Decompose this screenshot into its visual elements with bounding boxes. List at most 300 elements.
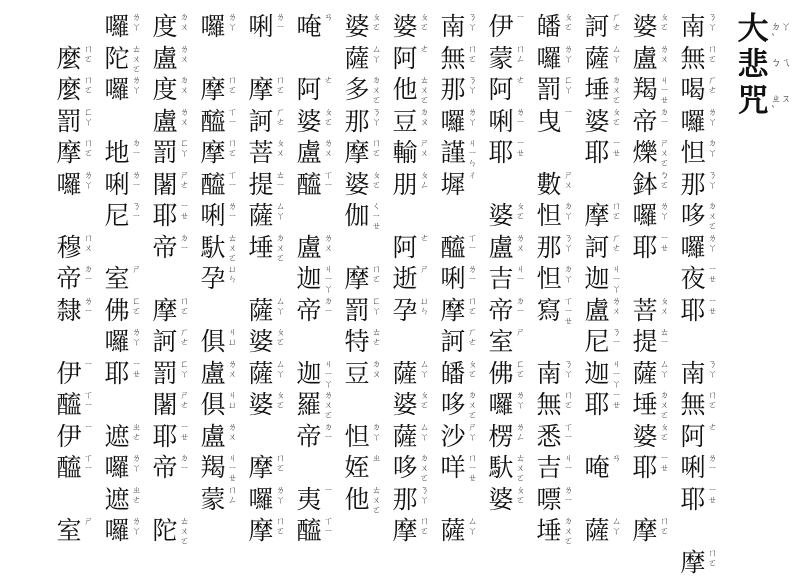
char-cell xyxy=(438,42,482,76)
bopomofo-annotation: ㄐㄩ xyxy=(228,391,238,411)
bopomofo-annotation: ㄇㄥ xyxy=(228,485,238,506)
bopomofo-annotation: ㄌㄧ xyxy=(132,170,142,191)
bopomofo-annotation: ㄧㄝ xyxy=(660,233,670,254)
char-cell xyxy=(486,262,530,296)
char-cell xyxy=(582,294,626,328)
char-cell xyxy=(150,483,194,517)
char-cell xyxy=(54,105,98,139)
bopomofo-annotation: ㄌㄧ xyxy=(228,202,238,222)
hanzi-char: 婆 xyxy=(344,169,370,199)
char-cell xyxy=(630,10,674,44)
char-cell xyxy=(582,105,626,139)
hanzi-char: 婆 xyxy=(392,12,418,41)
title-bopomofo: ㄅㄟ xyxy=(771,58,791,69)
hanzi-char: 孕 xyxy=(392,295,418,325)
hanzi-char: 怛 xyxy=(344,421,370,451)
char-cell xyxy=(390,262,434,296)
hanzi-char: 囉 xyxy=(440,106,466,136)
hanzi-char: 醯 xyxy=(296,169,322,199)
hanzi-char: 逝 xyxy=(392,264,418,293)
char-cell xyxy=(294,105,338,139)
bopomofo-annotation: ㄆㄛ xyxy=(372,170,382,191)
char-cell xyxy=(390,168,434,202)
text-column xyxy=(438,10,482,560)
hanzi-char: 蒙 xyxy=(200,484,226,514)
bopomofo-annotation: ㄋㄚ xyxy=(420,485,430,506)
bopomofo-annotation: ㄇㄛ xyxy=(468,44,478,65)
char-cell xyxy=(246,514,290,548)
char-cell xyxy=(198,199,242,233)
char-cell xyxy=(294,42,338,76)
bopomofo-annotation: ㄋㄚ xyxy=(468,76,478,96)
char-cell xyxy=(198,294,242,328)
bopomofo-annotation: ㄕㄚ xyxy=(468,422,478,443)
hanzi-char: 摩 xyxy=(200,75,226,104)
bopomofo-annotation: ㄏㄜ xyxy=(612,233,622,254)
bopomofo-annotation: ㄕㄜ xyxy=(180,391,190,411)
bopomofo-annotation: ㄒㄧ xyxy=(324,170,334,191)
bopomofo-annotation: ㄋㄚ xyxy=(468,13,478,33)
hanzi-char: 訶 xyxy=(584,12,610,41)
bopomofo-annotation: ㄉㄧ xyxy=(660,107,670,128)
bopomofo-annotation: ㄉㄨㄛ xyxy=(708,202,718,232)
char-cell xyxy=(390,10,434,44)
hanzi-char: 耶 xyxy=(488,138,514,167)
char-cell xyxy=(438,231,482,265)
hanzi-char: 醯 xyxy=(200,169,226,199)
char-cell xyxy=(438,388,482,422)
bopomofo-annotation: ㄇㄧㄝ xyxy=(468,454,478,484)
char-cell xyxy=(246,325,290,359)
hanzi-char: 薩 xyxy=(584,516,610,545)
hanzi-char: 摩 xyxy=(248,75,274,104)
bopomofo-annotation: ㄇㄛ xyxy=(708,44,718,65)
char-cell xyxy=(294,483,338,517)
hanzi-char: 遮 xyxy=(104,484,130,514)
bopomofo-annotation: ㄙㄚ xyxy=(276,202,286,222)
hanzi-char: 墀 xyxy=(440,169,466,199)
bopomofo-annotation: ㄌㄚ xyxy=(84,170,94,191)
hanzi-char: 嘌 xyxy=(536,484,562,514)
bopomofo-annotation: ㄌㄨㄛ xyxy=(324,391,334,421)
char-cell xyxy=(342,136,386,170)
hanzi-char: 摩 xyxy=(440,295,466,325)
char-cell xyxy=(438,199,482,233)
bopomofo-annotation: ㄙㄚ xyxy=(468,517,478,537)
char-cell xyxy=(54,483,98,517)
char-cell xyxy=(342,231,386,265)
char-cell xyxy=(342,483,386,517)
hanzi-char: 盧 xyxy=(200,421,226,451)
bopomofo-annotation: ㄇㄛ xyxy=(84,139,94,159)
hanzi-char: 盧 xyxy=(152,106,178,136)
char-cell xyxy=(390,388,434,422)
hanzi-char: 摩 xyxy=(392,516,418,545)
hanzi-char: 盧 xyxy=(296,138,322,167)
bopomofo-annotation: ㄙㄚ xyxy=(420,359,430,380)
char-cell xyxy=(54,262,98,296)
hanzi-char: 室 xyxy=(56,516,82,545)
bopomofo-annotation: ㄐㄧ xyxy=(516,265,526,285)
char-cell xyxy=(294,10,338,44)
bopomofo-annotation: ㄌㄚ xyxy=(708,107,718,128)
bopomofo-annotation: ㄙㄚ xyxy=(420,422,430,443)
char-cell xyxy=(678,231,722,265)
char-cell xyxy=(198,231,242,265)
bopomofo-annotation: ㄉㄨㄛ xyxy=(612,76,622,106)
char-cell xyxy=(678,514,722,548)
bopomofo-annotation: ㄒㄧ xyxy=(84,391,94,411)
hanzi-char: 尼 xyxy=(584,327,610,356)
hanzi-char: 麼 xyxy=(56,43,82,73)
char-cell xyxy=(54,42,98,76)
bopomofo-annotation: ㄆㄛ xyxy=(564,13,574,33)
bopomofo-annotation: ㄉㄚ xyxy=(564,202,574,222)
hanzi-char: 度 xyxy=(152,12,178,41)
bopomofo-annotation: ㄊㄧ xyxy=(276,170,286,191)
bopomofo-annotation: ㄇㄛ xyxy=(468,296,478,317)
char-cell xyxy=(342,420,386,454)
char-cell xyxy=(486,10,530,44)
hanzi-char: 阿 xyxy=(392,232,418,262)
char-cell xyxy=(630,262,674,296)
bopomofo-annotation: ㄧ xyxy=(84,422,94,433)
char-cell xyxy=(534,42,578,76)
char-cell xyxy=(198,325,242,359)
hanzi-char: 馱 xyxy=(488,453,514,482)
char-cell xyxy=(438,10,482,44)
bopomofo-annotation: ㄋㄚ xyxy=(708,13,718,33)
bopomofo-annotation: ㄙㄚ xyxy=(612,517,622,537)
hanzi-char: 囉 xyxy=(488,390,514,419)
bopomofo-annotation: ㄕㄨ xyxy=(564,170,574,191)
hanzi-char: 吉 xyxy=(488,264,514,293)
char-cell xyxy=(438,420,482,454)
hanzi-char: 婆 xyxy=(632,421,658,451)
char-cell xyxy=(102,42,146,76)
char-cell xyxy=(390,357,434,391)
hanzi-char: 盧 xyxy=(632,43,658,73)
char-cell xyxy=(150,420,194,454)
bopomofo-annotation: ㄌㄨ xyxy=(228,359,238,380)
hanzi-char: 摩 xyxy=(152,295,178,325)
hanzi-char: 尼 xyxy=(104,201,130,230)
bopomofo-annotation: ㄏㄜ xyxy=(708,76,718,96)
hanzi-char: 罰 xyxy=(152,138,178,167)
hanzi-char: 唎 xyxy=(440,264,466,293)
hanzi-char: 隸 xyxy=(56,295,82,325)
char-cell xyxy=(150,388,194,422)
char-cell xyxy=(390,294,434,328)
char-cell xyxy=(150,325,194,359)
char-cell xyxy=(294,451,338,485)
hanzi-char: 羅 xyxy=(296,390,322,419)
hanzi-char: 囉 xyxy=(248,484,274,514)
char-cell xyxy=(630,42,674,76)
char-cell xyxy=(198,168,242,202)
char-cell xyxy=(294,294,338,328)
bopomofo-annotation: ㄌㄚ xyxy=(132,76,142,96)
bopomofo-annotation: ㄌㄨ xyxy=(324,233,334,254)
text-column xyxy=(342,10,386,560)
bopomofo-annotation: ㄆㄛ xyxy=(660,422,670,443)
char-cell xyxy=(630,231,674,265)
bopomofo-annotation: ㄜ xyxy=(420,44,430,55)
bopomofo-annotation: ㄌㄚ xyxy=(132,454,142,474)
hanzi-char: 訶 xyxy=(152,327,178,356)
bopomofo-annotation: ㄒㄧ xyxy=(324,517,334,537)
hanzi-char: 盧 xyxy=(584,295,610,325)
hanzi-char: 那 xyxy=(680,169,706,199)
hanzi-char: 罰 xyxy=(56,106,82,136)
bopomofo-annotation: ㄌㄧ xyxy=(468,265,478,285)
char-cell xyxy=(438,483,482,517)
char-cell xyxy=(102,136,146,170)
char-cell xyxy=(630,136,674,170)
hanzi-char: 豆 xyxy=(344,358,370,388)
char-cell xyxy=(582,168,626,202)
char-cell xyxy=(582,388,626,422)
char-cell xyxy=(630,514,674,548)
char-cell xyxy=(534,105,578,139)
char-cell xyxy=(678,483,722,517)
char-cell xyxy=(54,199,98,233)
bopomofo-annotation: ㄒㄧ xyxy=(564,422,574,443)
char-cell xyxy=(390,420,434,454)
char-cell xyxy=(630,168,674,202)
bopomofo-annotation: ㄌㄚ xyxy=(468,107,478,128)
hanzi-char: 寫 xyxy=(536,295,562,325)
bopomofo-annotation: ㄉㄨㄛ xyxy=(420,454,430,484)
hanzi-char: 帝 xyxy=(152,232,178,262)
bopomofo-annotation: ㄐㄧㄣ xyxy=(468,139,478,169)
char-cell xyxy=(486,199,530,233)
char-cell xyxy=(54,357,98,391)
text-column xyxy=(534,10,578,560)
hanzi-char: 穆 xyxy=(56,232,82,262)
char-cell xyxy=(678,199,722,233)
char-cell xyxy=(390,42,434,76)
char-cell xyxy=(150,357,194,391)
bopomofo-annotation: ㄉㄧ xyxy=(324,296,334,317)
bopomofo-annotation: ㄌㄧ xyxy=(564,485,574,506)
bopomofo-annotation: ㄐㄧㄝ xyxy=(660,76,670,106)
hanzi-char: 耶 xyxy=(632,232,658,262)
hanzi-char: 曳 xyxy=(536,106,562,136)
bopomofo-annotation: ㄙㄚ xyxy=(612,44,622,65)
bopomofo-annotation: ㄙㄚ xyxy=(660,359,670,380)
char-cell xyxy=(198,105,242,139)
bopomofo-annotation: ㄈㄚ xyxy=(180,359,190,380)
hanzi-char: 薩 xyxy=(248,295,274,325)
bopomofo-annotation: ㄋㄧ xyxy=(612,328,622,348)
bopomofo-annotation: ㄌㄨ xyxy=(180,107,190,128)
bopomofo-annotation: ㄏㄜ xyxy=(612,13,622,33)
bopomofo-annotation: ㄆㄛ xyxy=(420,391,430,411)
char-cell xyxy=(534,514,578,548)
char-cell xyxy=(486,168,530,202)
hanzi-char: 婆 xyxy=(248,327,274,356)
char-cell xyxy=(198,451,242,485)
char-cell xyxy=(342,10,386,44)
bopomofo-annotation: ㄧㄝ xyxy=(708,296,718,317)
char-cell xyxy=(294,73,338,107)
char-cell xyxy=(438,451,482,485)
bopomofo-annotation: ㄩㄣ xyxy=(228,265,238,285)
char-cell xyxy=(582,451,626,485)
char-cell xyxy=(102,73,146,107)
hanzi-char: 麼 xyxy=(56,75,82,104)
char-cell xyxy=(150,168,194,202)
bopomofo-annotation: ㄈㄚ xyxy=(180,139,190,159)
char-cell xyxy=(486,325,530,359)
bopomofo-annotation: ㄉㄧ xyxy=(516,296,526,317)
title-char: 咒 xyxy=(737,83,769,119)
text-column xyxy=(54,10,98,560)
char-cell xyxy=(246,136,290,170)
hanzi-char: 南 xyxy=(680,358,706,388)
bopomofo-annotation: ㄧㄝ xyxy=(516,139,526,159)
hanzi-char: 醯 xyxy=(56,453,82,482)
char-cell xyxy=(486,294,530,328)
hanzi-char: 耶 xyxy=(584,390,610,419)
char-cell xyxy=(102,451,146,485)
char-cell xyxy=(486,136,530,170)
hanzi-char: 婆 xyxy=(248,390,274,419)
bopomofo-annotation: ㄇㄛ xyxy=(276,76,286,96)
char-cell xyxy=(678,10,722,44)
hanzi-char: 鉢 xyxy=(632,169,658,199)
char-cell xyxy=(102,514,146,548)
bopomofo-annotation: ㄊㄨㄛ xyxy=(180,517,190,547)
hanzi-char: 伽 xyxy=(344,201,370,230)
char-cell xyxy=(102,10,146,44)
hanzi-char: 豆 xyxy=(392,106,418,136)
char-cell xyxy=(630,199,674,233)
char-cell xyxy=(294,420,338,454)
char-cell xyxy=(486,105,530,139)
bopomofo-annotation: ㄇㄛ xyxy=(420,517,430,537)
hanzi-char: 囉 xyxy=(680,106,706,136)
bopomofo-annotation: ㄇㄛ xyxy=(660,517,670,537)
char-cell xyxy=(294,136,338,170)
bopomofo-annotation: ㄙㄚ xyxy=(276,359,286,380)
char-cell xyxy=(102,262,146,296)
bopomofo-annotation: ㄇㄛ xyxy=(228,139,238,159)
hanzi-char: 夷 xyxy=(296,484,322,514)
hanzi-char: 罰 xyxy=(344,295,370,325)
char-cell xyxy=(150,136,194,170)
hanzi-char: 薩 xyxy=(392,421,418,451)
bopomofo-annotation: ㄐㄧㄝ xyxy=(228,454,238,484)
hanzi-char: 耶 xyxy=(680,295,706,325)
bopomofo-annotation: ㄏㄜ xyxy=(276,107,286,128)
bopomofo-annotation: ㄈㄛ xyxy=(516,359,526,380)
bopomofo-annotation: ㄑㄧㄝ xyxy=(372,202,382,232)
char-cell xyxy=(678,168,722,202)
bopomofo-annotation: ㄇㄛ xyxy=(84,76,94,96)
hanzi-char: 罰 xyxy=(536,75,562,104)
hanzi-char: 羯 xyxy=(200,453,226,482)
hanzi-char: 耶 xyxy=(584,138,610,167)
text-column xyxy=(246,10,290,560)
char-cell xyxy=(294,514,338,548)
bopomofo-annotation: ㄐㄧㄚ xyxy=(612,359,622,390)
char-cell xyxy=(294,168,338,202)
hanzi-char: 迦 xyxy=(584,358,610,388)
bopomofo-annotation: ㄇㄛ xyxy=(180,296,190,317)
char-cell xyxy=(198,357,242,391)
bopomofo-annotation: ㄌㄨ xyxy=(180,44,190,65)
hanzi-char: 埵 xyxy=(536,516,562,545)
bopomofo-annotation: ㄆㄨ xyxy=(660,296,670,317)
char-cell xyxy=(342,168,386,202)
hanzi-char: 摩 xyxy=(56,138,82,167)
bopomofo-annotation: ㄐㄧㄚ xyxy=(324,359,334,390)
char-cell xyxy=(486,451,530,485)
char-cell xyxy=(486,420,530,454)
hanzi-char: 孕 xyxy=(200,264,226,293)
hanzi-char: 菩 xyxy=(248,138,274,167)
char-cell xyxy=(150,42,194,76)
hanzi-char: 摩 xyxy=(344,264,370,293)
bopomofo-annotation: ㄕ xyxy=(420,265,430,275)
bopomofo-annotation: ㄧㄝ xyxy=(132,359,142,380)
bopomofo-annotation: ㄈㄚ xyxy=(564,76,574,96)
char-cell xyxy=(486,483,530,517)
hanzi-char: 帝 xyxy=(296,295,322,325)
hanzi-char: 提 xyxy=(632,327,658,356)
bopomofo-annotation: ㄐㄩ xyxy=(228,328,238,348)
char-cell xyxy=(678,136,722,170)
bopomofo-annotation: ㄉㄨㄛ xyxy=(468,391,478,421)
char-cell xyxy=(150,231,194,265)
char-cell xyxy=(630,294,674,328)
hanzi-char: 薩 xyxy=(440,516,466,545)
bopomofo-annotation: ㄜ xyxy=(516,76,526,86)
char-cell xyxy=(678,73,722,107)
bopomofo-annotation: ㄆㄛ xyxy=(420,13,430,33)
bopomofo-annotation: ㄧㄝ xyxy=(180,422,190,443)
hanzi-char: 醯 xyxy=(56,390,82,419)
bopomofo-annotation: ㄈㄚ xyxy=(372,296,382,317)
char-cell xyxy=(54,10,98,44)
hanzi-char: 婆 xyxy=(488,484,514,514)
char-cell xyxy=(534,199,578,233)
char-cell xyxy=(630,73,674,107)
char-cell xyxy=(534,10,578,44)
char-cell xyxy=(246,420,290,454)
hanzi-char: 囉 xyxy=(632,201,658,230)
hanzi-char: 帝 xyxy=(632,106,658,136)
bopomofo-annotation: ㄉㄧ xyxy=(324,422,334,443)
char-cell xyxy=(342,388,386,422)
bopomofo-annotation: ㄧ xyxy=(324,485,334,496)
bopomofo-annotation: ㄇㄛ xyxy=(372,139,382,159)
hanzi-char: 怛 xyxy=(680,138,706,167)
hanzi-char: 阿 xyxy=(680,421,706,451)
char-cell xyxy=(54,325,98,359)
char-cell xyxy=(102,105,146,139)
char-cell xyxy=(438,514,482,548)
hanzi-char: 婆 xyxy=(488,201,514,230)
bopomofo-annotation: ㄈㄛ xyxy=(132,296,142,317)
bopomofo-annotation: ㄊㄨㄛ xyxy=(516,454,526,484)
char-cell xyxy=(678,546,722,580)
char-cell xyxy=(294,199,338,233)
hanzi-char: 唵 xyxy=(296,12,322,41)
char-cell xyxy=(486,42,530,76)
